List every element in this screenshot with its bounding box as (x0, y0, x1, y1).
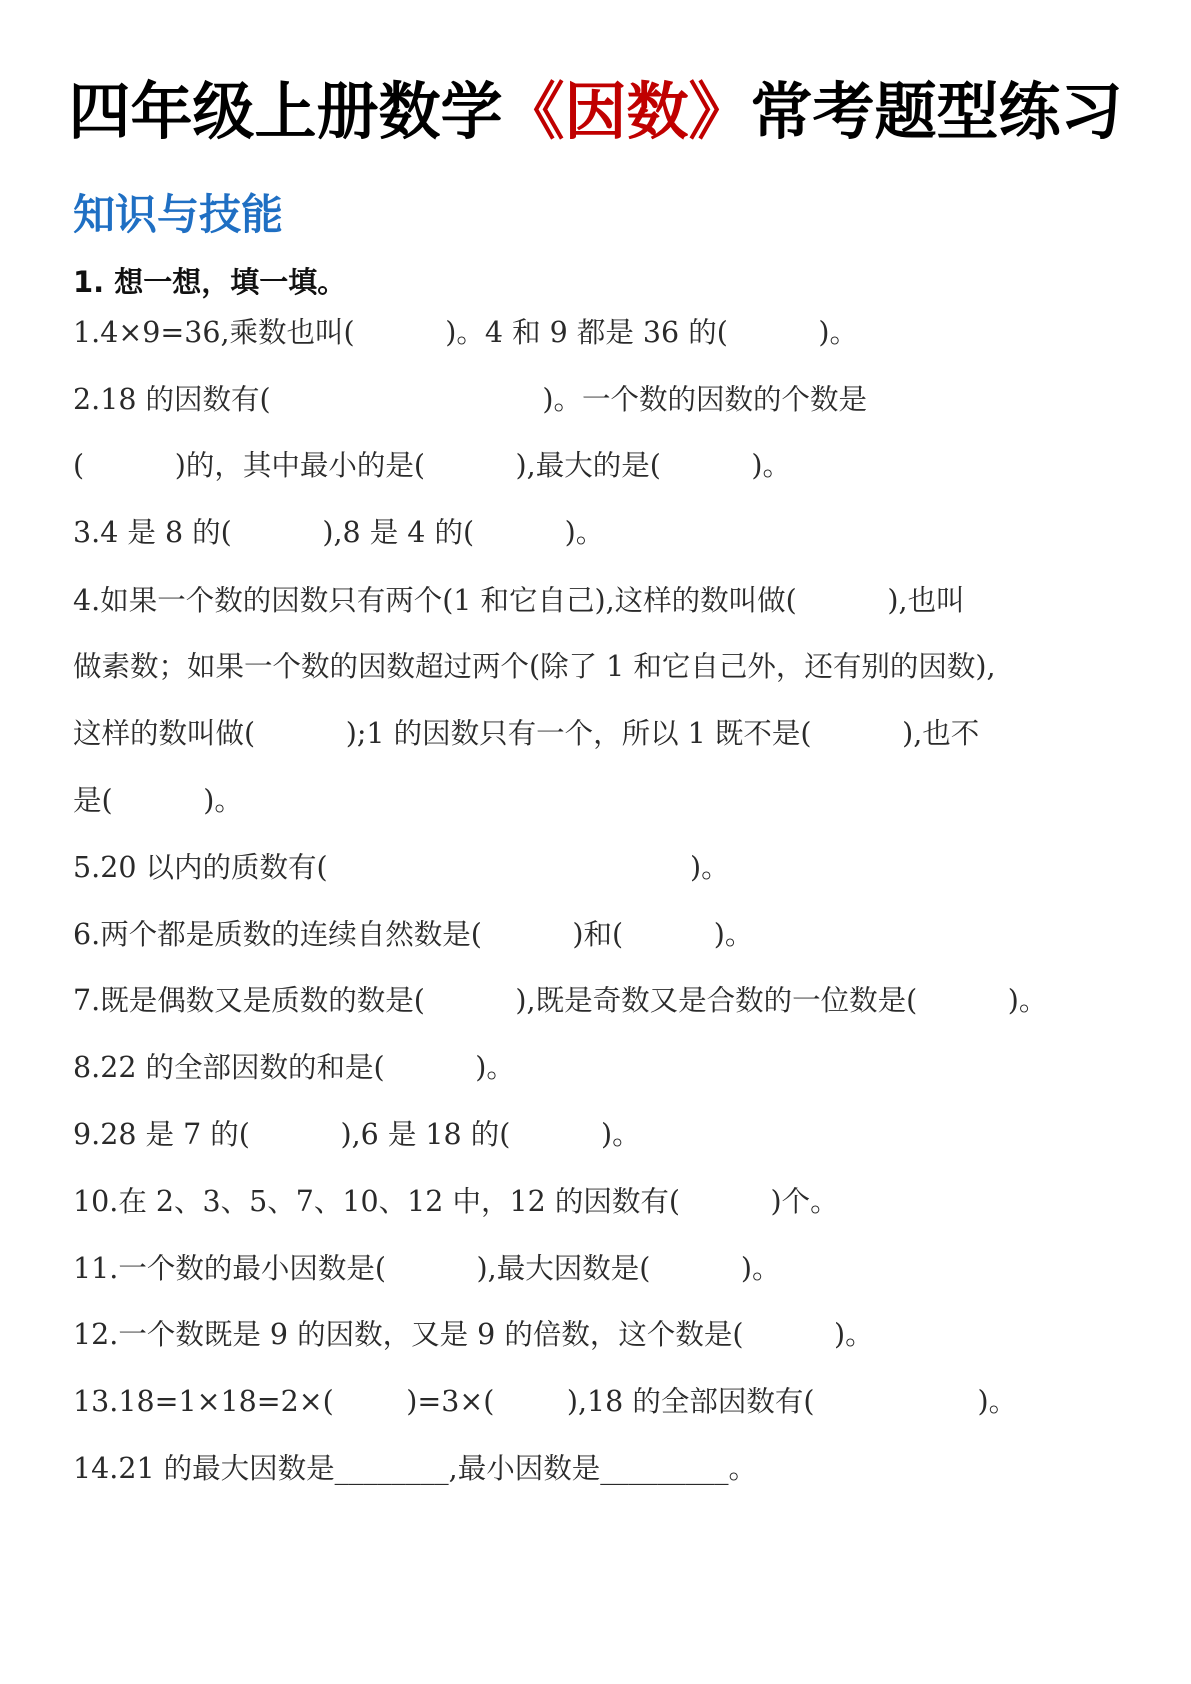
question-line: 2.18 的因数有( )。一个数的因数的个数是 (73, 383, 868, 416)
question-line: 14.21 的最大因数是________,最小因数是_________。 (73, 1452, 757, 1485)
question-line: 6.两个都是质数的连续自然数是( )和( )。 (73, 918, 754, 951)
question-line: 3.4 是 8 的( ),8 是 4 的( )。 (73, 516, 605, 549)
question-line: 11.一个数的最小因数是( ),最大因数是( )。 (73, 1252, 781, 1285)
question-line: 1.4×9=36,乘数也叫( )。4 和 9 都是 36 的( )。 (73, 316, 859, 349)
question-line: ( )的，其中最小的是( ),最大的是( )。 (73, 449, 792, 482)
question-line: 10.在 2、3、5、7、10、12 中，12 的因数有( )个。 (73, 1185, 839, 1218)
question-line: 13.18=1×18=2×( )=3×( ),18 的全部因数有( )。 (73, 1385, 1018, 1418)
question-line: 4.如果一个数的因数只有两个(1 和它自己),这样的数叫做( ),也叫 (73, 584, 965, 617)
title-part-1: 四年级上册数学 (68, 75, 503, 148)
question-line: 5.20 以内的质数有( )。 (73, 851, 730, 884)
page-title (0, 72, 1191, 152)
section-title: 知识与技能 (73, 190, 284, 239)
question-line: 8.22 的全部因数的和是( )。 (73, 1051, 515, 1084)
title-part-3: 常考题型练习 (750, 75, 1123, 148)
question-heading: 1. 想一想，填一填。 (73, 265, 347, 299)
question-line: 9.28 是 7 的( ),6 是 18 的( )。 (73, 1118, 641, 1151)
title-part-2: 《因数》 (502, 75, 751, 148)
question-line: 12.一个数既是 9 的因数，又是 9 的倍数，这个数是( )。 (73, 1318, 874, 1351)
question-line: 是( )。 (73, 784, 243, 817)
question-line: 这样的数叫做( );1 的因数只有一个，所以 1 既不是( ),也不 (73, 717, 980, 750)
question-line: 做素数；如果一个数的因数超过两个(除了 1 和它自己外，还有别的因数), (73, 650, 996, 683)
question-line: 7.既是偶数又是质数的数是( ),既是奇数又是合数的一位数是( )。 (73, 984, 1048, 1017)
